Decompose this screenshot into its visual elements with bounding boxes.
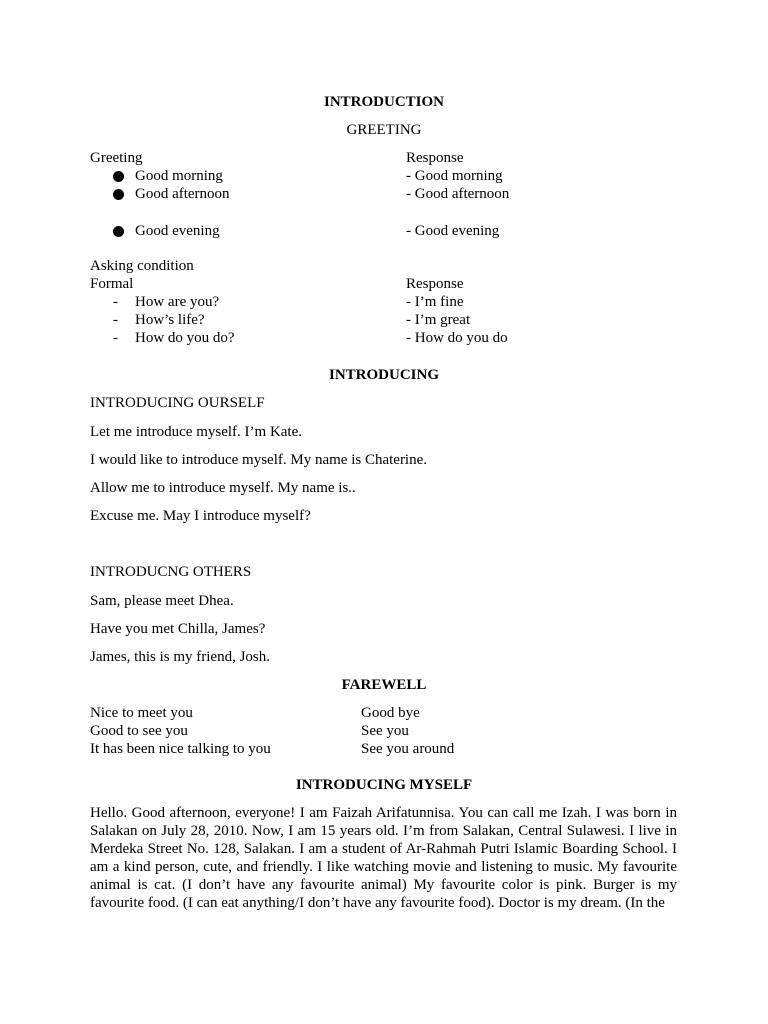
introducing-myself-heading: INTRODUCING MYSELF xyxy=(295,777,473,793)
bullet-icon xyxy=(113,226,124,237)
response-column-header: Response xyxy=(406,276,464,292)
greeting-column-header: Greeting xyxy=(90,150,143,166)
farewell-phrase: Good to see you xyxy=(90,723,188,739)
asking-response: - I’m great xyxy=(406,312,471,328)
farewell-phrase: Nice to meet you xyxy=(90,705,193,721)
introduction-line: James, this is my friend, Josh. xyxy=(90,649,270,665)
introducing-myself-paragraph: Hello. Good afternoon, everyone! I am Faizah Arifatunnisa. You can call me Izah. I was born in Salakan on July 28, 2010. Now, I am 15 years old. I’m from Salakan, Central Sulawesi. I live in Merdeka Street No. 128, Salakan. I am a student of Ar-Rahmah Putri Islamic Boarding School. I am a kind person, cute, and friendly. I like watching movie and listening to music. My favourite animal is cat. (I don’t have any favourite animal) My favourite color is pink. Burger is my favourite food. (I can eat anything/I don’t have any favourite food). Doctor is my dream. (In the xyxy=(90,805,677,911)
asking-item: How are you? xyxy=(135,294,220,310)
introduction-line: Have you met Chilla, James? xyxy=(90,621,266,637)
introducing-heading: INTRODUCING xyxy=(328,367,439,383)
asking-response: - How do you do xyxy=(406,330,508,346)
introduction-line: Excuse me. May I introduce myself? xyxy=(90,508,311,524)
farewell-phrase: See you around xyxy=(361,741,455,757)
asking-item: How’s life? xyxy=(135,312,205,328)
asking-condition-heading: Asking condition xyxy=(90,258,194,274)
introduction-line: Let me introduce myself. I’m Kate. xyxy=(90,424,303,440)
greeting-heading: GREETING xyxy=(346,122,422,138)
asking-response: - I’m fine xyxy=(406,294,464,310)
farewell-phrase: See you xyxy=(361,723,409,739)
greeting-response: - Good evening xyxy=(406,223,500,239)
asking-item: How do you do? xyxy=(135,330,235,346)
greeting-response: - Good afternoon xyxy=(406,186,510,202)
introduction-line: I would like to introduce myself. My name is Chaterine. xyxy=(90,452,428,468)
bullet-icon xyxy=(113,189,124,200)
farewell-phrase: Good bye xyxy=(361,705,420,721)
introducing-ourself-heading: INTRODUCING OURSELF xyxy=(90,395,265,411)
formal-label: Formal xyxy=(90,276,134,292)
introduction-line: Sam, please meet Dhea. xyxy=(90,593,234,609)
bullet-icon xyxy=(113,171,124,182)
greeting-item: Good morning xyxy=(135,168,223,184)
dash-marker: - xyxy=(113,294,118,310)
greeting-response: - Good morning xyxy=(406,168,503,184)
greeting-item: Good afternoon xyxy=(135,186,230,202)
dash-marker: - xyxy=(113,330,118,346)
response-column-header: Response xyxy=(406,150,464,166)
farewell-heading: FAREWELL xyxy=(341,677,427,693)
farewell-phrase: It has been nice talking to you xyxy=(90,741,271,757)
introduction-line: Allow me to introduce myself. My name is.. xyxy=(90,480,356,496)
introducing-others-heading: INTRODUCNG OTHERS xyxy=(90,564,252,580)
greeting-item: Good evening xyxy=(135,223,220,239)
dash-marker: - xyxy=(113,312,118,328)
document-title: INTRODUCTION xyxy=(323,94,444,110)
